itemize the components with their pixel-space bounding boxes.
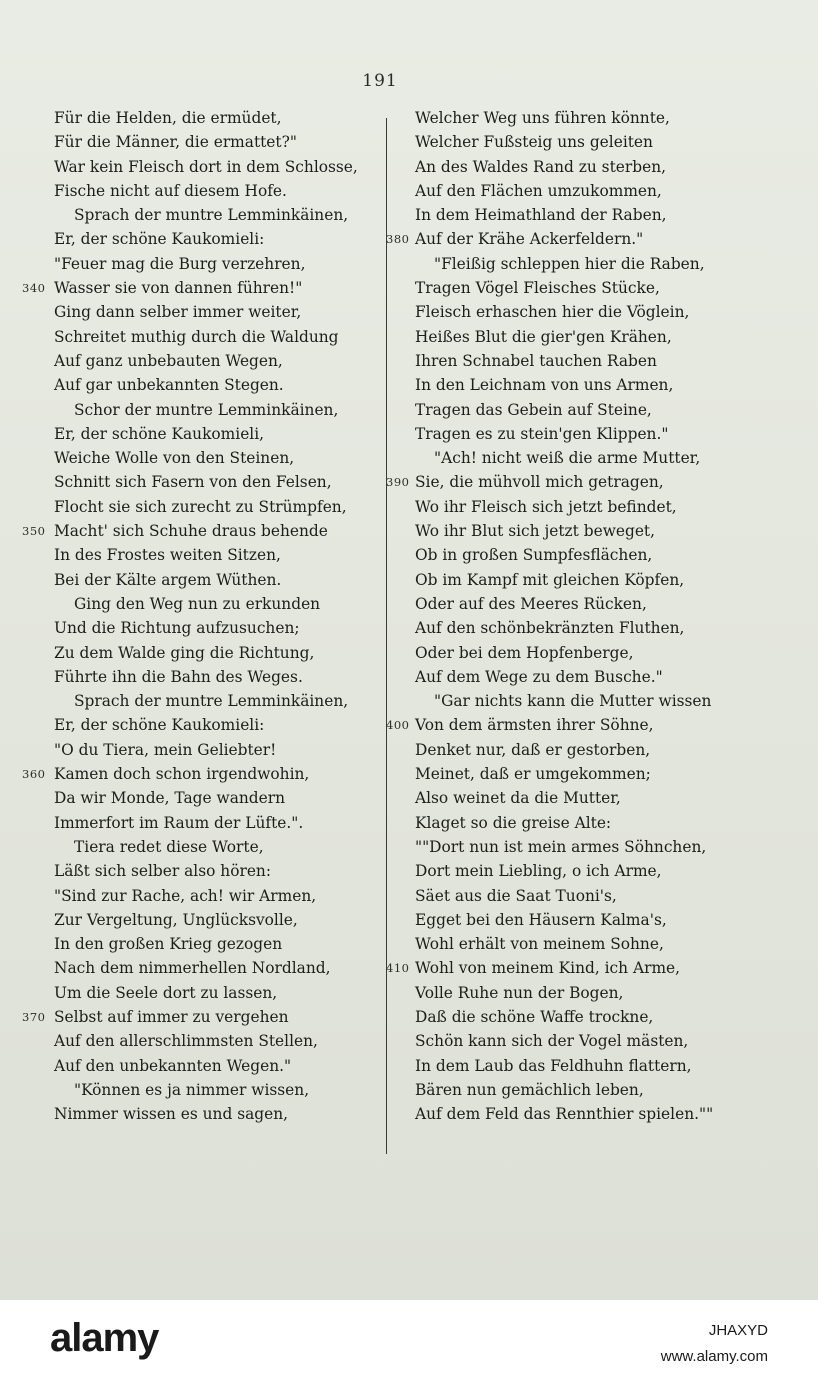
- verse-line-text: In des Frostes weiten Sitzen,: [54, 546, 281, 565]
- verse-line: [386, 130, 758, 154]
- verse-line: [386, 932, 758, 956]
- verse-line-text: Auf der Krähe Ackerfeldern.": [415, 230, 644, 249]
- verse-line: [22, 398, 382, 422]
- verse-line: [22, 227, 382, 251]
- verse-line: [386, 884, 758, 908]
- verse-line-text: Egget bei den Häusern Kalma's,: [415, 910, 667, 929]
- verse-line-text: Wohl von meinem Kind, ich Arme,: [415, 959, 681, 978]
- verse-line-text: Welcher Fußsteig uns geleiten: [415, 133, 653, 152]
- verse-line: [386, 956, 758, 980]
- verse-line: [386, 106, 758, 130]
- verse-line: [22, 859, 382, 883]
- verse-line: [386, 349, 758, 373]
- verse-line: [22, 932, 382, 956]
- verse-line: [386, 568, 758, 592]
- verse-line-text: In den großen Krieg gezogen: [54, 935, 283, 954]
- verse-line-text: Ihren Schnabel tauchen Raben: [415, 351, 657, 370]
- verse-line: [386, 155, 758, 179]
- verse-line: [22, 1102, 382, 1126]
- right-verse-column: [386, 106, 758, 1126]
- alamy-logo: alamy: [50, 1316, 159, 1360]
- verse-line-text: Dort mein Liebling, o ich Arme,: [415, 862, 662, 881]
- verse-line-text: Sie, die mühvoll mich getragen,: [415, 473, 664, 492]
- verse-line-text: Führte ihn die Bahn des Weges.: [54, 667, 303, 686]
- verse-line-text: Wohl erhält von meinem Sohne,: [415, 935, 664, 954]
- verse-line: [22, 981, 382, 1005]
- verse-line: [22, 641, 382, 665]
- verse-line: [386, 689, 758, 713]
- verse-line: [22, 300, 382, 324]
- verse-line-text: Flocht sie sich zurecht zu Strümpfen,: [54, 497, 347, 516]
- verse-line-text: "Fleißig schleppen hier die Raben,: [434, 254, 705, 273]
- verse-line-text: Bären nun gemächlich leben,: [415, 1080, 644, 1099]
- verse-line: [386, 592, 758, 616]
- verse-line-number: 360: [22, 767, 46, 782]
- watermark-footer: [0, 1300, 818, 1390]
- verse-line-text: Schor der muntre Lemminkäinen,: [74, 400, 339, 419]
- verse-line-number: 400: [386, 718, 410, 733]
- verse-line-text: Tragen Vögel Fleisches Stücke,: [415, 279, 660, 298]
- verse-line-number: 350: [22, 524, 46, 539]
- verse-line: [386, 616, 758, 640]
- verse-line-text: Welcher Weg uns führen könnte,: [415, 109, 670, 127]
- verse-line-text: Er, der schöne Kaukomieli:: [54, 230, 265, 249]
- verse-line: [386, 1102, 758, 1126]
- verse-line-number: 380: [386, 232, 410, 247]
- verse-line: [22, 422, 382, 446]
- verse-line-text: Ging den Weg nun zu erkunden: [74, 594, 321, 613]
- verse-line: [22, 252, 382, 276]
- verse-line-text: ""Dort nun ist mein armes Söhnchen,: [415, 837, 707, 856]
- verse-line-text: Fische nicht auf diesem Hofe.: [54, 181, 287, 200]
- verse-line: [386, 300, 758, 324]
- verse-line: [386, 543, 758, 567]
- verse-line: [22, 325, 382, 349]
- verse-line: [22, 470, 382, 494]
- verse-line: [22, 568, 382, 592]
- verse-line-text: Tragen das Gebein auf Steine,: [415, 400, 652, 419]
- verse-line-text: Zur Vergeltung, Unglücksvolle,: [54, 910, 298, 929]
- verse-line: [22, 689, 382, 713]
- verse-line: [22, 1054, 382, 1078]
- verse-line: [386, 179, 758, 203]
- verse-line-text: Nimmer wissen es und sagen,: [54, 1105, 289, 1124]
- verse-line-text: Wo ihr Fleisch sich jetzt befindet,: [415, 497, 677, 516]
- verse-line: [386, 470, 758, 494]
- verse-line: [22, 616, 382, 640]
- verse-line: [386, 398, 758, 422]
- verse-line: [22, 1005, 382, 1029]
- verse-line-text: Selbst auf immer zu vergehen: [54, 1007, 289, 1026]
- verse-line-text: Wasser sie von dannen führen!": [54, 279, 303, 298]
- verse-line-text: Meinet, daß er umgekommen;: [415, 765, 651, 784]
- verse-line: [22, 349, 382, 373]
- left-verse-column: [22, 106, 382, 1126]
- verse-line: [22, 155, 382, 179]
- verse-line: [386, 252, 758, 276]
- verse-line: [386, 1029, 758, 1053]
- verse-line-text: Von dem ärmsten ihrer Söhne,: [415, 716, 654, 735]
- verse-line-text: Auf den allerschlimmsten Stellen,: [54, 1032, 318, 1051]
- verse-line: [386, 325, 758, 349]
- page-number: 191: [362, 71, 398, 91]
- verse-line-text: Er, der schöne Kaukomieli,: [54, 424, 265, 443]
- verse-line: [22, 276, 382, 300]
- verse-line-text: Wo ihr Blut sich jetzt beweget,: [415, 522, 656, 541]
- verse-line: [386, 373, 758, 397]
- verse-line-text: Säet aus die Saat Tuoni's,: [415, 886, 617, 905]
- verse-line: [386, 203, 758, 227]
- verse-line: [22, 835, 382, 859]
- verse-line: [386, 738, 758, 762]
- verse-line-text: Heißes Blut die gier'gen Krähen,: [415, 327, 672, 346]
- verse-line: [22, 713, 382, 737]
- verse-line-text: Um die Seele dort zu lassen,: [54, 983, 278, 1002]
- verse-line-text: Tragen es zu stein'gen Klippen.": [415, 424, 669, 443]
- verse-line: [22, 495, 382, 519]
- verse-line-text: Ob in großen Sumpfesflächen,: [415, 546, 653, 565]
- verse-line: [386, 1078, 758, 1102]
- verse-line-text: Da wir Monde, Tage wandern: [54, 789, 286, 808]
- verse-line: [386, 859, 758, 883]
- verse-line-text: Und die Richtung aufzusuchen;: [54, 619, 300, 638]
- verse-line: [386, 422, 758, 446]
- verse-line: [386, 446, 758, 470]
- verse-line-text: In dem Laub das Feldhuhn flattern,: [415, 1056, 692, 1075]
- image-id: JHAXYD: [708, 1322, 768, 1339]
- footer-url: www.alamy.com: [660, 1348, 768, 1365]
- verse-line-text: In dem Heimathland der Raben,: [415, 206, 667, 225]
- verse-line: [386, 665, 758, 689]
- verse-line: [22, 665, 382, 689]
- verse-line-number: 410: [386, 961, 410, 976]
- verse-line: [22, 762, 382, 786]
- verse-line-text: Volle Ruhe nun der Bogen,: [415, 983, 624, 1002]
- verse-line: [386, 908, 758, 932]
- verse-line: [386, 811, 758, 835]
- verse-line-text: "Feuer mag die Burg verzehren,: [54, 254, 306, 273]
- verse-line: [386, 713, 758, 737]
- verse-line: [386, 1005, 758, 1029]
- verse-line: [22, 543, 382, 567]
- verse-line-text: Er, der schöne Kaukomieli:: [54, 716, 265, 735]
- verse-line: [22, 203, 382, 227]
- verse-line: [22, 130, 382, 154]
- verse-line-text: Auf den unbekannten Wegen.": [54, 1056, 292, 1075]
- verse-line: [22, 1078, 382, 1102]
- verse-line-text: Schnitt sich Fasern von den Felsen,: [54, 473, 332, 492]
- verse-line-number: 390: [386, 475, 410, 490]
- verse-line-number: 370: [22, 1009, 46, 1024]
- verse-line-text: Ob im Kampf mit gleichen Köpfen,: [415, 570, 685, 589]
- verse-line-text: Auf ganz unbebauten Wegen,: [54, 351, 283, 370]
- verse-line: [386, 1054, 758, 1078]
- verse-line-number: 340: [22, 281, 46, 296]
- verse-line: [386, 981, 758, 1005]
- verse-line-text: "Ach! nicht weiß die arme Mutter,: [434, 449, 701, 468]
- verse-line: [22, 179, 382, 203]
- verse-line-text: Schön kann sich der Vogel mästen,: [415, 1032, 689, 1051]
- verse-line: [22, 1029, 382, 1053]
- verse-line-text: Ging dann selber immer weiter,: [54, 303, 302, 322]
- verse-line-text: Macht' sich Schuhe draus behende: [54, 522, 328, 541]
- verse-line-text: Sprach der muntre Lemminkäinen,: [74, 692, 349, 711]
- verse-line: [22, 884, 382, 908]
- verse-line: [22, 446, 382, 470]
- verse-line-text: Bei der Kälte argem Wüthen.: [54, 570, 282, 589]
- verse-line: [22, 738, 382, 762]
- verse-line: [386, 786, 758, 810]
- verse-line-text: Sprach der muntre Lemminkäinen,: [74, 206, 349, 225]
- verse-line-text: Auf den schönbekränzten Fluthen,: [415, 619, 685, 638]
- verse-line-text: Schreitet muthig durch die Waldung: [54, 327, 339, 346]
- verse-line: [386, 495, 758, 519]
- verse-line: [22, 519, 382, 543]
- verse-line-text: Auf dem Wege zu dem Busche.": [415, 667, 663, 686]
- verse-line-text: Für die Helden, die ermüdet,: [54, 109, 282, 127]
- verse-line-text: Klaget so die greise Alte:: [415, 813, 612, 832]
- verse-line-text: "O du Tiera, mein Geliebter!: [54, 740, 277, 759]
- verse-line: [22, 373, 382, 397]
- verse-line: [386, 762, 758, 786]
- verse-line: [22, 106, 382, 130]
- verse-line-text: Tiera redet diese Worte,: [74, 837, 264, 856]
- verse-line-text: War kein Fleisch dort in dem Schlosse,: [54, 157, 358, 176]
- verse-line: [386, 227, 758, 251]
- verse-line-text: "Sind zur Rache, ach! wir Armen,: [54, 886, 317, 905]
- verse-line: [386, 835, 758, 859]
- verse-line-text: Weiche Wolle von den Steinen,: [54, 449, 295, 468]
- verse-line-text: Nach dem nimmerhellen Nordland,: [54, 959, 331, 978]
- verse-line-text: Auf den Flächen umzukommen,: [415, 181, 662, 200]
- verse-line-text: Läßt sich selber also hören:: [54, 862, 272, 881]
- verse-line: [386, 641, 758, 665]
- verse-line: [22, 592, 382, 616]
- verse-line-text: Oder auf des Meeres Rücken,: [415, 594, 647, 613]
- verse-line-text: Kamen doch schon irgendwohin,: [54, 765, 310, 784]
- verse-line-text: "Können es ja nimmer wissen,: [74, 1080, 310, 1099]
- verse-line-text: Auf dem Feld das Rennthier spielen."": [415, 1105, 714, 1124]
- verse-line: [22, 786, 382, 810]
- verse-line-text: Fleisch erhaschen hier die Vöglein,: [415, 303, 690, 322]
- verse-line-text: In den Leichnam von uns Armen,: [415, 376, 674, 395]
- verse-line-text: Denket nur, daß er gestorben,: [415, 740, 651, 759]
- verse-line-text: Immerfort im Raum der Lüfte.".: [54, 813, 304, 832]
- verse-line-text: Oder bei dem Hopfenberge,: [415, 643, 634, 662]
- verse-line-text: An des Waldes Rand zu sterben,: [415, 157, 666, 176]
- verse-line: [386, 276, 758, 300]
- verse-line-text: Auf gar unbekannten Stegen.: [54, 376, 284, 395]
- verse-line-text: Zu dem Walde ging die Richtung,: [54, 643, 315, 662]
- verse-line: [22, 956, 382, 980]
- verse-line: [386, 519, 758, 543]
- verse-line-text: Daß die schöne Waffe trockne,: [415, 1007, 654, 1026]
- verse-line: [22, 811, 382, 835]
- verse-line-text: "Gar nichts kann die Mutter wissen: [434, 692, 712, 711]
- verse-line-text: Also weinet da die Mutter,: [415, 789, 621, 808]
- verse-line: [22, 908, 382, 932]
- verse-line-text: Für die Männer, die ermattet?": [54, 133, 297, 152]
